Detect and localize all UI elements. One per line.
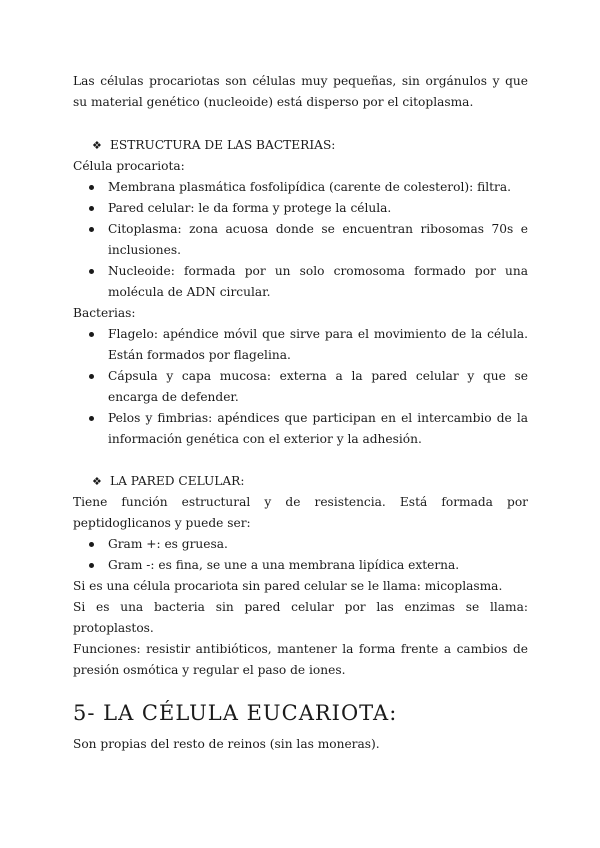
section-heading-pared: [73, 471, 528, 492]
section-heading-text: LA PARED CELULAR:: [110, 474, 245, 488]
gram-list: [73, 534, 528, 576]
bacterias-label: Bacterias:: [73, 306, 136, 320]
list-item: Membrana plasmática fosfolipídica (carente de colesterol): filtra.: [73, 177, 528, 198]
list-item: Flagelo: apéndice móvil que sirve para el movimiento de la célula. Están formados por flagelina.: [73, 324, 528, 366]
pared-description: Tiene función estructural y de resistencia. Está formada por peptidoglicanos y puede ser:: [73, 495, 528, 530]
list-item: Cápsula y capa mucosa: externa a la pared celular y que se encarga de defender.: [73, 366, 528, 408]
intro-paragraph: Las células procariotas son células muy pequeñas, sin orgánulos y que su material genético (nucleoide) está disperso por el citoplasma.: [73, 74, 528, 109]
list-item: Pared celular: le da forma y protege la célula.: [73, 198, 528, 219]
diamond-bullet-icon: ❖: [92, 139, 102, 152]
micoplasma-line: Si es una célula procariota sin pared celular se le llama: micoplasma.: [73, 579, 503, 593]
functions-paragraph: Funciones: resistir antibióticos, mantener la forma frente a cambios de presión osmótica y regular el paso de iones.: [73, 642, 528, 677]
protoplastos-line: Si es una bacteria sin pared celular por las enzimas se llama: protoplastos.: [73, 600, 528, 635]
list-item: Gram +: es gruesa.: [73, 534, 528, 555]
section-heading-structure: [73, 135, 528, 156]
chapter-title: 5- LA CÉLULA EUCARIOTA:: [73, 701, 398, 725]
eucariota-paragraph: Son propias del resto de reinos (sin las moneras).: [73, 737, 380, 751]
document-page: [73, 71, 528, 755]
list-item: Pelos y fimbrias: apéndices que participan en el intercambio de la información genética con el exterior y la adhesión.: [73, 408, 528, 450]
list-item: Nucleoide: formada por un solo cromosoma formado por una molécula de ADN circular.: [73, 261, 528, 303]
diamond-bullet-icon: ❖: [92, 475, 102, 488]
list-item: Citoplasma: zona acuosa donde se encuentran ribosomas 70s e inclusiones.: [73, 219, 528, 261]
procariota-list: [73, 177, 528, 303]
list-item: Gram -: es fina, se une a una membrana lipídica externa.: [73, 555, 528, 576]
spacer: [73, 450, 528, 471]
bacterias-list: [73, 324, 528, 450]
procariota-label: Célula procariota:: [73, 159, 185, 173]
section-heading-text: ESTRUCTURA DE LAS BACTERIAS:: [110, 138, 336, 152]
